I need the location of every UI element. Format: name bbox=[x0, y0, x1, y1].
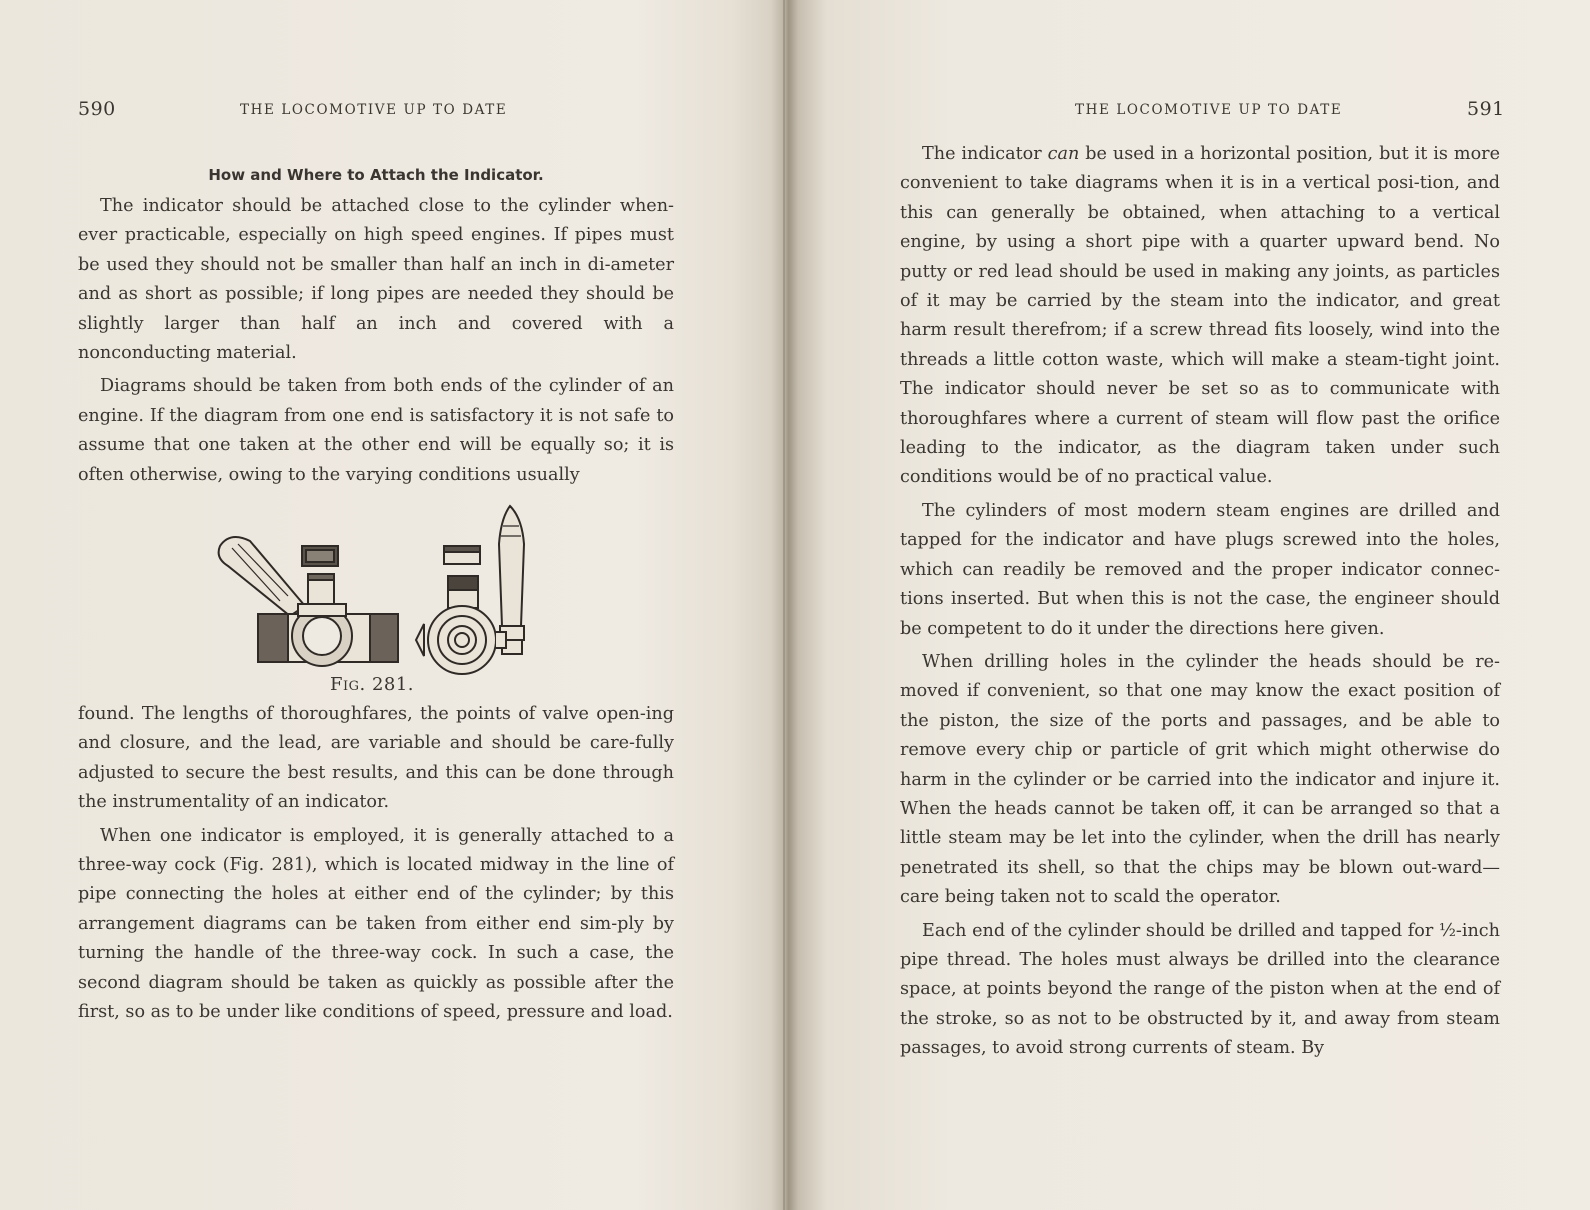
emphasis: can bbox=[1047, 144, 1080, 164]
text-run: be used in a horizontal position, but it is more convenient to take diagrams when it is in a vertical posi-tion, and this can generally be obtained, when attaching to a vertical engine, by using a short pipe with a quarter upward bend. No putty or red lead should be used in making any joints, as particles of it may be carried by the steam into the indicator, and great harm result therefrom; if a screw thread fits loosely, wind into the threads a little cotton waste, which will make a steam-tight joint. The indicator should never be set so as to communicate with thoroughfares where a current of steam will flow past the orifice leading to the indicator, as the diagram taken under such conditions would be of no practical value. bbox=[900, 144, 1500, 488]
paragraph: When one indicator is employed, it is generally attached to a three-way cock (Fig. 281), which is located midway in the line of pipe connecting the holes at either end of the cylinder; by this arrangement diagrams can be taken from either end sim-ply by turning the handle of the three-way cock. In such a case, the second diagram should be taken as quickly as possible after the first, so as to be under like conditions of speed, pressure and load. bbox=[78, 825, 674, 1023]
figure-281 bbox=[210, 496, 540, 706]
left-running-title: THE LOCOMOTIVE UP TO DATE bbox=[240, 102, 508, 118]
left-body-bottom bbox=[78, 700, 674, 1031]
paragraph: Each end of the cylinder should be drilled and tapped for ½-inch pipe thread. The holes must always be drilled into the clearance space, at points beyond the range of the piston when at the end of the stroke, so as not to be obstructed by it, and away from steam passages, to avoid strong currents of steam. By bbox=[900, 920, 1500, 1059]
right-page-number: 591 bbox=[1467, 98, 1505, 120]
paragraph: Diagrams should be taken from both ends of the cylinder of an engine. If the diagram from one end is satisfactory it is not safe to assume that one taken at the other end will be equally so; it is often otherwise, owing to the varying conditions usually bbox=[78, 376, 674, 485]
left-body-top bbox=[78, 162, 674, 494]
left-page-number: 590 bbox=[78, 98, 116, 120]
gutter bbox=[783, 0, 785, 1210]
three-way-cock-illustration bbox=[210, 496, 540, 676]
paragraph: The cylinders of most modern steam engines are drilled and tapped for the indicator and have plugs screwed into the holes, which can readily be removed and the proper indicator connec-tions inserted. But when this is not the case, the engineer should be competent to do it under the directions here given. bbox=[900, 500, 1500, 639]
right-body bbox=[900, 140, 1500, 1068]
paragraph: When drilling holes in the cylinder the heads should be re-moved if convenient, so that one may know the exact position of the piston, the size of the ports and passages, and be able to remove every chip or particle of grit which might otherwise do harm in the cylinder or be carried into the indicator and injure it. When the heads cannot be taken off, it can be arranged so that a little steam may be let into the cylinder, when the drill has nearly penetrated its shell, so that the chips may be blown out-ward—care being taken not to scald the operator. bbox=[900, 651, 1500, 908]
paragraph-continued: found. The lengths of thoroughfares, the points of valve open-ing and closure, and the lead, are variable and should be care-fully adjusted to secure the best results, and this can be done through the instrumentality of an indicator. bbox=[78, 704, 674, 813]
section-heading: How and Where to Attach the Indicator. bbox=[208, 166, 544, 184]
paragraph: The indicator should be attached close to the cylinder when-ever practicable, especially on high speed engines. If pipes must be used they should not be smaller than half an inch in di-ameter and as short as possible; if long pipes are needed they should be slightly larger than half an inch and covered with a nonconducting material. bbox=[78, 196, 674, 364]
figure-caption: Fig. 281. bbox=[330, 674, 415, 695]
text-run: The indicator bbox=[922, 144, 1048, 164]
right-page-header bbox=[790, 98, 1510, 124]
left-page-header bbox=[0, 98, 720, 124]
right-running-title: THE LOCOMOTIVE UP TO DATE bbox=[1075, 102, 1343, 118]
paragraph bbox=[900, 140, 1500, 493]
